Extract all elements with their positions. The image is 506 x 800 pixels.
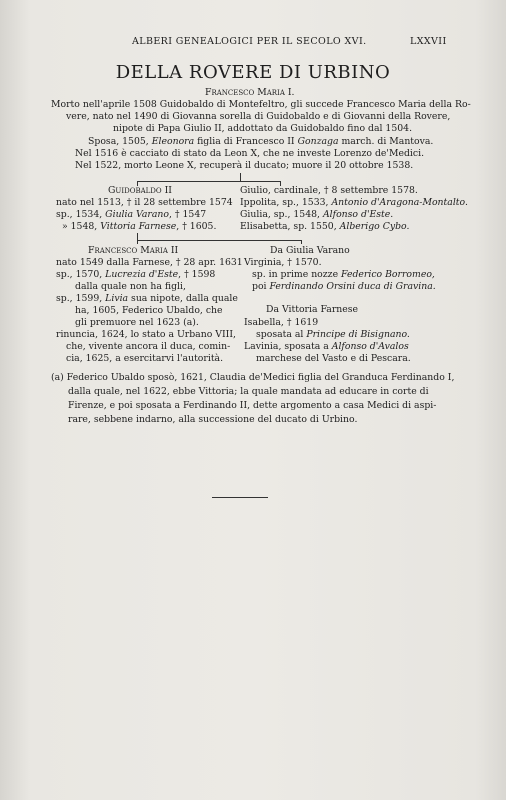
fm2-line-9: cia, 1625, a esercitarvi l'autorità. xyxy=(66,353,224,364)
tree-drop-daughters xyxy=(301,240,302,244)
sibling-giulio: Giulio, cardinale, † 8 settembre 1578. xyxy=(240,185,418,196)
tree-stem-2 xyxy=(137,233,138,240)
m1-name: Giulia Varano xyxy=(105,209,169,220)
ippolita-spouse: Antonio d'Aragona-Montalto. xyxy=(331,197,468,208)
virginia-line-1: Virginia, † 1570. xyxy=(244,257,322,268)
fm2-line-2 xyxy=(56,269,215,281)
root-line-5: Nel 1522, morto Leone X, recuperà il ducato; muore il 20 ottobre 1538. xyxy=(75,160,414,171)
isabella-line-1: Isabella, † 1619 xyxy=(244,317,319,328)
virginia-l3-pre: poi xyxy=(252,281,270,292)
sibling-giulia xyxy=(240,209,393,221)
sposa-family: Gonzaga xyxy=(297,136,339,147)
root-line-2: vere, nato nel 1490 di Giovanna sorella di Guidobaldo e di Giovanni della Rovere, xyxy=(66,111,451,122)
footnote-line-4: rare, sebbene indarno, alla successione del ducato di Urbino. xyxy=(68,414,358,425)
page-number: LXXVII xyxy=(410,36,447,47)
fm2-line-1: nato 1549 dalla Farnese, † 28 apr. 1631 xyxy=(56,257,243,268)
page-title: DELLA ROVERE DI URBINO xyxy=(115,62,391,83)
footnote-line-1: (a) Federico Ubaldo sposò, 1621, Claudia de'Medici figlia del Granduca Ferdinando I, xyxy=(51,372,455,383)
virginia-spouse-1: Federico Borromeo, xyxy=(341,269,435,280)
fm2-line-4 xyxy=(56,293,238,305)
m2-name: Vittoria Farnese xyxy=(100,221,177,232)
giulia-pre: Giulia, sp., 1548, xyxy=(240,209,323,220)
root-sposa xyxy=(88,136,433,148)
fm2-name: Francesco Maria II xyxy=(88,245,179,256)
virginia-line-2 xyxy=(252,269,435,281)
isabella-line-2 xyxy=(256,329,410,341)
end-rule xyxy=(212,497,268,498)
elisabetta-pre: Elisabetta, sp. 1550, xyxy=(240,221,340,232)
tree-stem-1 xyxy=(240,173,241,181)
tree-bar-1 xyxy=(137,181,281,182)
fm2-l2-name: Lucrezia d'Este xyxy=(105,269,179,280)
ippolita-pre: Ippolita, sp., 1533, xyxy=(240,197,332,208)
root-line-1: Morto nell'aprile 1508 Guidobaldo di Montefeltro, gli succede Francesco Maria della Ro- xyxy=(51,99,471,110)
guidobaldo-born: nato nel 1513, † il 28 settembre 1574 xyxy=(56,197,233,208)
virginia-line-3 xyxy=(252,281,436,293)
fm2-line-8: che, vivente ancora il duca, comin- xyxy=(66,341,231,352)
m1-pre: sp., 1534, xyxy=(56,209,106,220)
vittoria-farnese-heading: Da Vittoria Farnese xyxy=(266,304,359,315)
fm2-line-7: rinuncia, 1624, lo stato a Urbano VIII, xyxy=(56,329,236,340)
guidobaldo-marriage-2 xyxy=(62,221,216,233)
virginia-spouse-2: Ferdinando Orsini duca di Gravina. xyxy=(269,281,436,292)
tree-bar-2 xyxy=(137,240,302,241)
giulia-varano-heading: Da Giulia Varano xyxy=(270,245,350,256)
m2-pre: » 1548, xyxy=(62,221,101,232)
elisabetta-spouse: Alberigo Cybo. xyxy=(339,221,410,232)
isabella-l2-pre: sposata al xyxy=(256,329,307,340)
lavinia-line-2: marchese del Vasto e di Pescara. xyxy=(256,353,411,364)
lavinia-spouse: Alfonso d'Avalos xyxy=(331,341,409,352)
running-title: ALBERI GENEALOGICI PER IL SECOLO XVI. xyxy=(132,36,367,47)
tree-drop-fm2 xyxy=(137,240,138,244)
footnote-line-2: dalla quale, nel 1622, ebbe Vittoria; la quale mandata ad educare in corte di xyxy=(68,386,429,397)
guidobaldo-name: Guidobaldo II xyxy=(108,185,172,196)
isabella-spouse: Principe di Bisignano. xyxy=(306,329,410,340)
root-line-3: nipote di Papa Giulio II, addottato da Guidobaldo fino dal 1504. xyxy=(113,123,413,134)
sposa-mid: figlia di Francesco II xyxy=(194,136,298,147)
sposa-pre: Sposa, 1505, xyxy=(88,136,152,147)
virginia-l2-pre: sp. in prime nozze xyxy=(252,269,342,280)
fm2-l2-post: , † 1598 xyxy=(178,269,216,280)
sposa-name: Eleonora xyxy=(151,136,195,147)
fm2-l4-pre: sp., 1599, xyxy=(56,293,106,304)
footnote-line-3: Firenze, e poi sposata a Ferdinando II, dette argomento a casa Medici di aspi- xyxy=(68,400,437,411)
fm2-line-6: gli premuore nel 1623 (a). xyxy=(75,317,199,328)
fm2-l4-post: sua nipote, dalla quale xyxy=(128,293,238,304)
m1-post: , † 1547 xyxy=(168,209,207,220)
fm2-line-3: dalla quale non ha figli, xyxy=(75,281,186,292)
sibling-ippolita xyxy=(240,197,468,209)
root-name: Francesco Maria I. xyxy=(205,87,295,98)
giulia-spouse: Alfonso d'Este. xyxy=(322,209,394,220)
sposa-post: march. di Mantova. xyxy=(338,136,434,147)
fm2-line-5: ha, 1605, Federico Ubaldo, che xyxy=(75,305,223,316)
lavinia-l1-pre: Lavinia, sposata a xyxy=(244,341,332,352)
guidobaldo-marriage-1 xyxy=(56,209,206,221)
fm2-l4-name: Livia xyxy=(105,293,129,304)
root-line-4: Nel 1516 è cacciato di stato da Leon X, che ne investe Lorenzo de'Medici. xyxy=(75,148,425,159)
lavinia-line-1 xyxy=(244,341,409,353)
fm2-l2-pre: sp., 1570, xyxy=(56,269,106,280)
m2-post: , † 1605. xyxy=(176,221,217,232)
sibling-elisabetta xyxy=(240,221,409,233)
